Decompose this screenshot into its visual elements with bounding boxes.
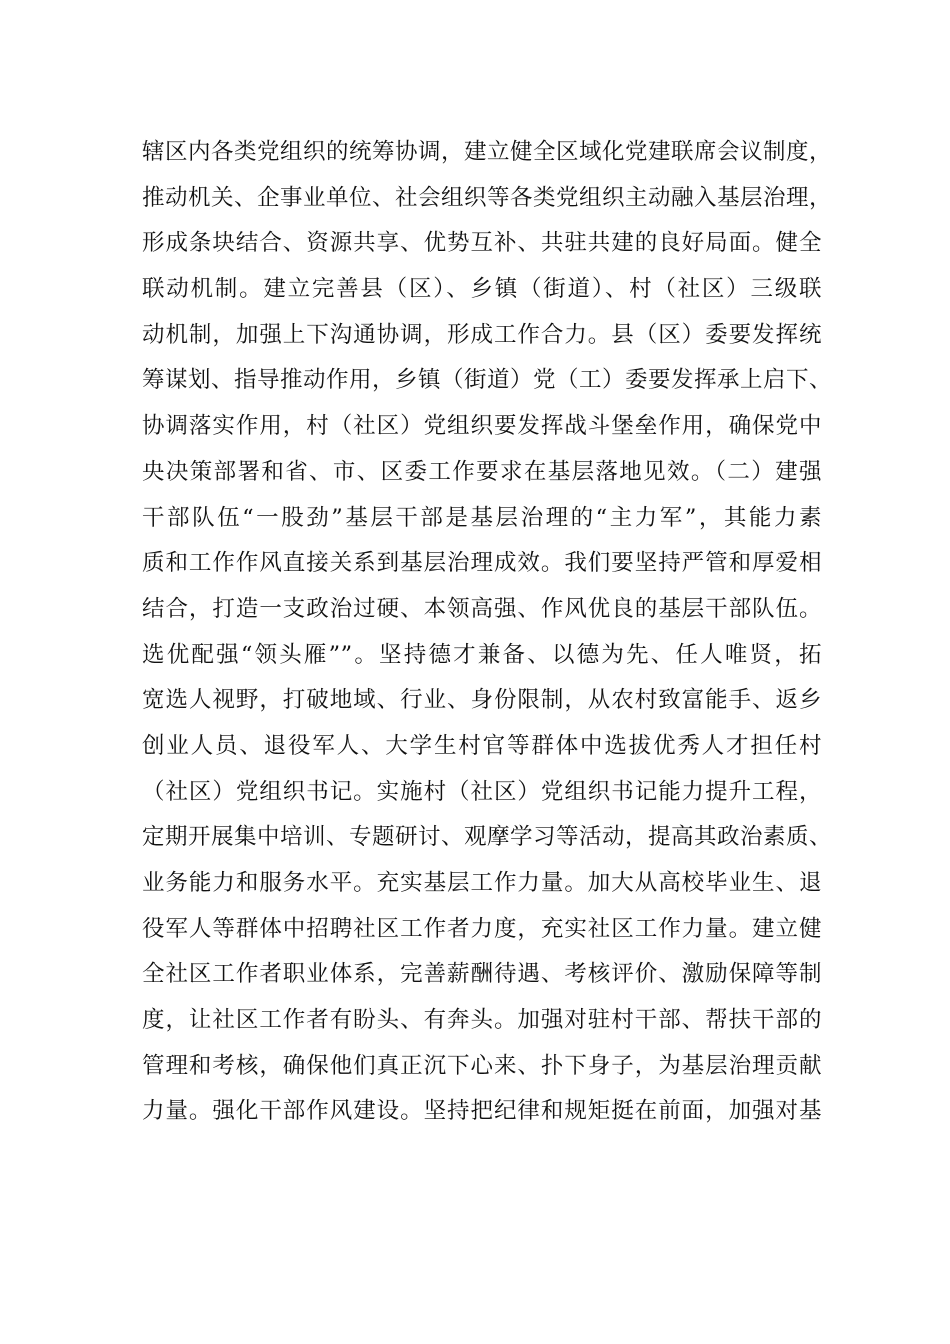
text-line: （社区）党组织书记。实施村（社区）党组织书记能力提升工程， — [142, 778, 822, 805]
text-line: 宽选人视野，打破地域、行业、身份限制，从农村致富能手、返乡 — [142, 687, 822, 714]
text-line: 业务能力和服务水平。充实基层工作力量。加大从高校毕业生、退 — [142, 870, 822, 896]
text-line: 筹谋划、指导推动作用，乡镇（街道）党（工）委要发挥承上启下、 — [142, 367, 833, 394]
text-line: 联动机制。建立完善县（区）、乡镇（街道）、村（社区）三级联 — [142, 276, 822, 303]
text-line: 度，让社区工作者有盼头、有奔头。加强对驻村干部、帮扶干部的 — [142, 1007, 822, 1034]
text-line: 质和工作作风直接关系到基层治理成效。我们要坚持严管和厚爱相 — [142, 550, 822, 577]
text-line: 辖区内各类党组织的统筹协调，建立健全区域化党建联席会议制度， — [142, 139, 833, 165]
text-line: 役军人等群体中招聘社区工作者力度，充实社区工作力量。建立健 — [142, 915, 822, 942]
text-line: 管理和考核，确保他们真正沉下心来、扑下身子，为基层治理贡献 — [142, 1052, 822, 1079]
text-line: 协调落实作用，村（社区）党组织要发挥战斗堡垒作用，确保党中 — [142, 413, 822, 440]
text-line: 创业人员、退役军人、大学生村官等群体中选拔优秀人才担任村 — [142, 732, 822, 759]
text-line: 央决策部署和省、市、区委工作要求在基层落地见效。（二）建强 — [142, 458, 822, 485]
text-line: 定期开展集中培训、专题研讨、观摩学习等活动，提高其政治素质、 — [142, 824, 833, 851]
text-line: 干部队伍“一股劲”基层干部是基层治理的“主力军”，其能力素 — [142, 504, 822, 531]
body-text — [142, 130, 833, 1135]
text-line: 全社区工作者职业体系，完善薪酬待遇、考核评价、激励保障等制 — [142, 961, 822, 988]
text-line: 选优配强“领头雁””。坚持德才兼备、以德为先、任人唯贤，拓 — [142, 641, 822, 668]
text-line: 推动机关、企事业单位、社会组织等各类党组织主动融入基层治理， — [142, 184, 833, 211]
text-line: 动机制，加强上下沟通协调，形成工作合力。县（区）委要发挥统 — [142, 321, 822, 348]
text-line: 力量。强化干部作风建设。坚持把纪律和规矩挺在前面，加强对基 — [142, 1098, 822, 1125]
text-line: 结合，打造一支政治过硬、本领高强、作风优良的基层干部队伍。 — [142, 595, 822, 622]
text-line: 形成条块结合、资源共享、优势互补、共驻共建的良好局面。健全 — [142, 230, 822, 257]
